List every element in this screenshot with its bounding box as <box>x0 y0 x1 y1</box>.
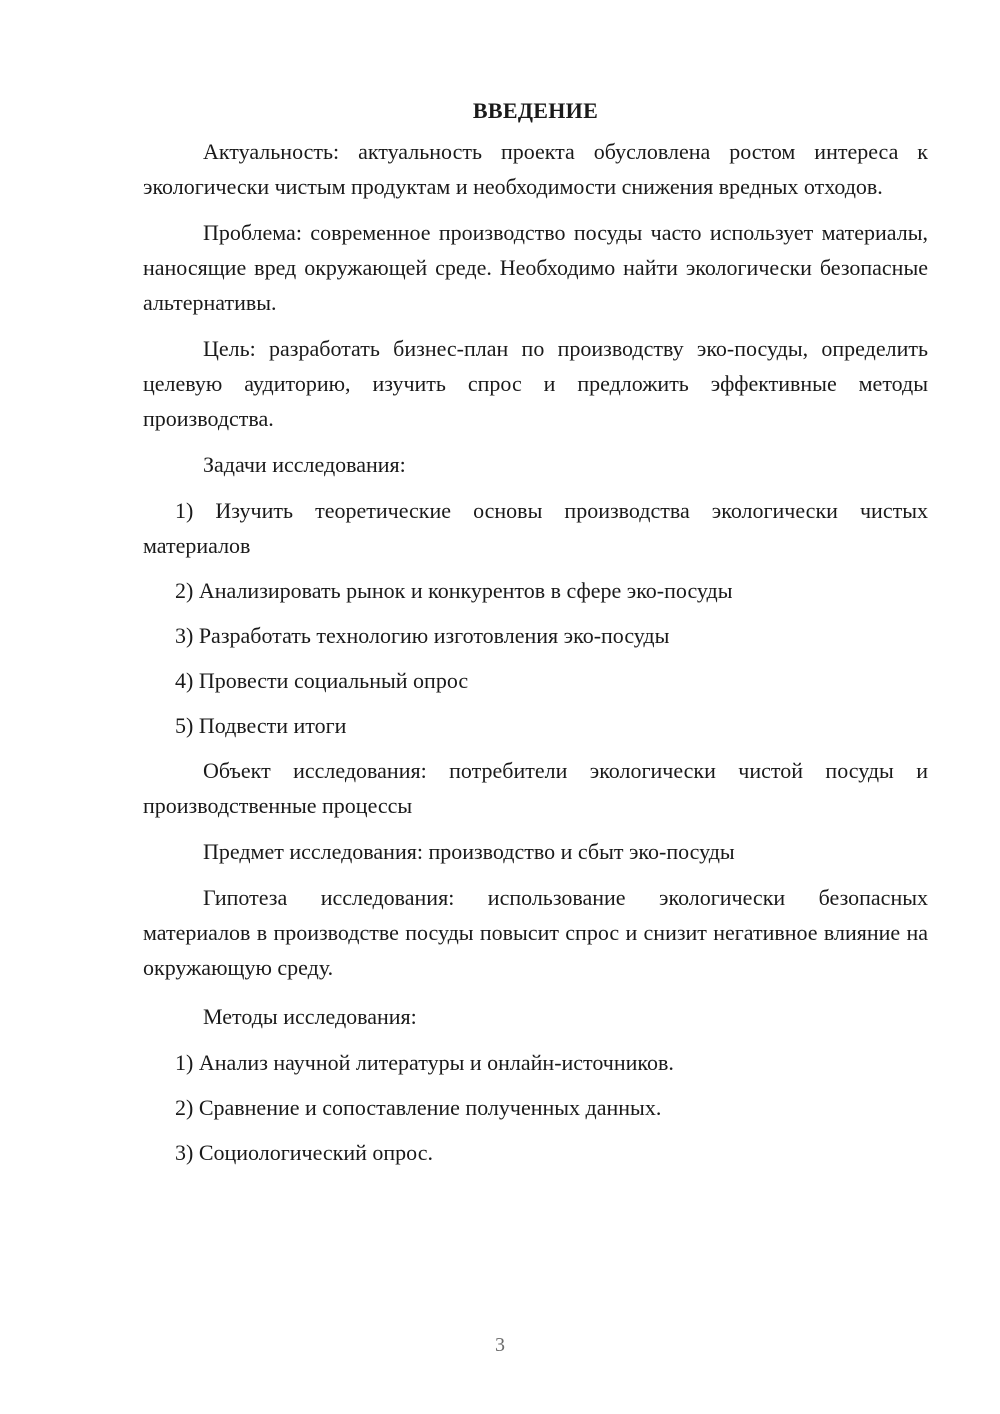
document-page <box>143 96 928 1180</box>
list-item: 4) Провести социальный опрос <box>175 668 469 693</box>
list-item: 1) Изучить теоретические основы производства экологически чистых материалов <box>143 498 928 558</box>
list-item: 5) Подвести итоги <box>175 713 347 738</box>
page-number: 3 <box>495 1334 505 1356</box>
tasks-list <box>143 493 928 743</box>
section-title: ВВЕДЕНИЕ <box>472 98 599 123</box>
methods-heading: Методы исследования: <box>203 1004 417 1029</box>
list-item: 1) Анализ научной литературы и онлайн-источников. <box>175 1050 674 1075</box>
object-paragraph: Объект исследования: потребители экологически чистой посуды и производственные процессы <box>143 758 928 818</box>
list-item: 2) Анализировать рынок и конкурентов в сфере эко-посуды <box>175 578 733 603</box>
subject-paragraph: Предмет исследования: производство и сбыт эко-посуды <box>203 839 735 864</box>
relevance-paragraph: Актуальность: актуальность проекта обусловлена ростом интереса к экологически чистым продуктам и необходимости снижения вредных отходов. <box>143 139 928 199</box>
methods-list <box>143 1045 928 1170</box>
goal-paragraph: Цель: разработать бизнес-план по производству эко-посуды, определить целевую аудиторию, изучить спрос и предложить эффективные методы производства. <box>143 336 928 431</box>
hypothesis-paragraph: Гипотеза исследования: использование экологически безопасных материалов в производстве посуды повысит спрос и снизит негативное влияние на окружающую среду. <box>143 885 928 980</box>
list-item: 3) Разработать технологию изготовления эко-посуды <box>175 623 670 648</box>
list-item: 3) Социологический опрос. <box>175 1140 433 1165</box>
list-item: 2) Сравнение и сопоставление полученных данных. <box>175 1095 662 1120</box>
tasks-heading: Задачи исследования: <box>203 452 406 477</box>
problem-paragraph: Проблема: современное производство посуды часто использует материалы, наносящие вред окружающей среде. Необходимо найти экологически безопасные альтернативы. <box>143 220 928 315</box>
